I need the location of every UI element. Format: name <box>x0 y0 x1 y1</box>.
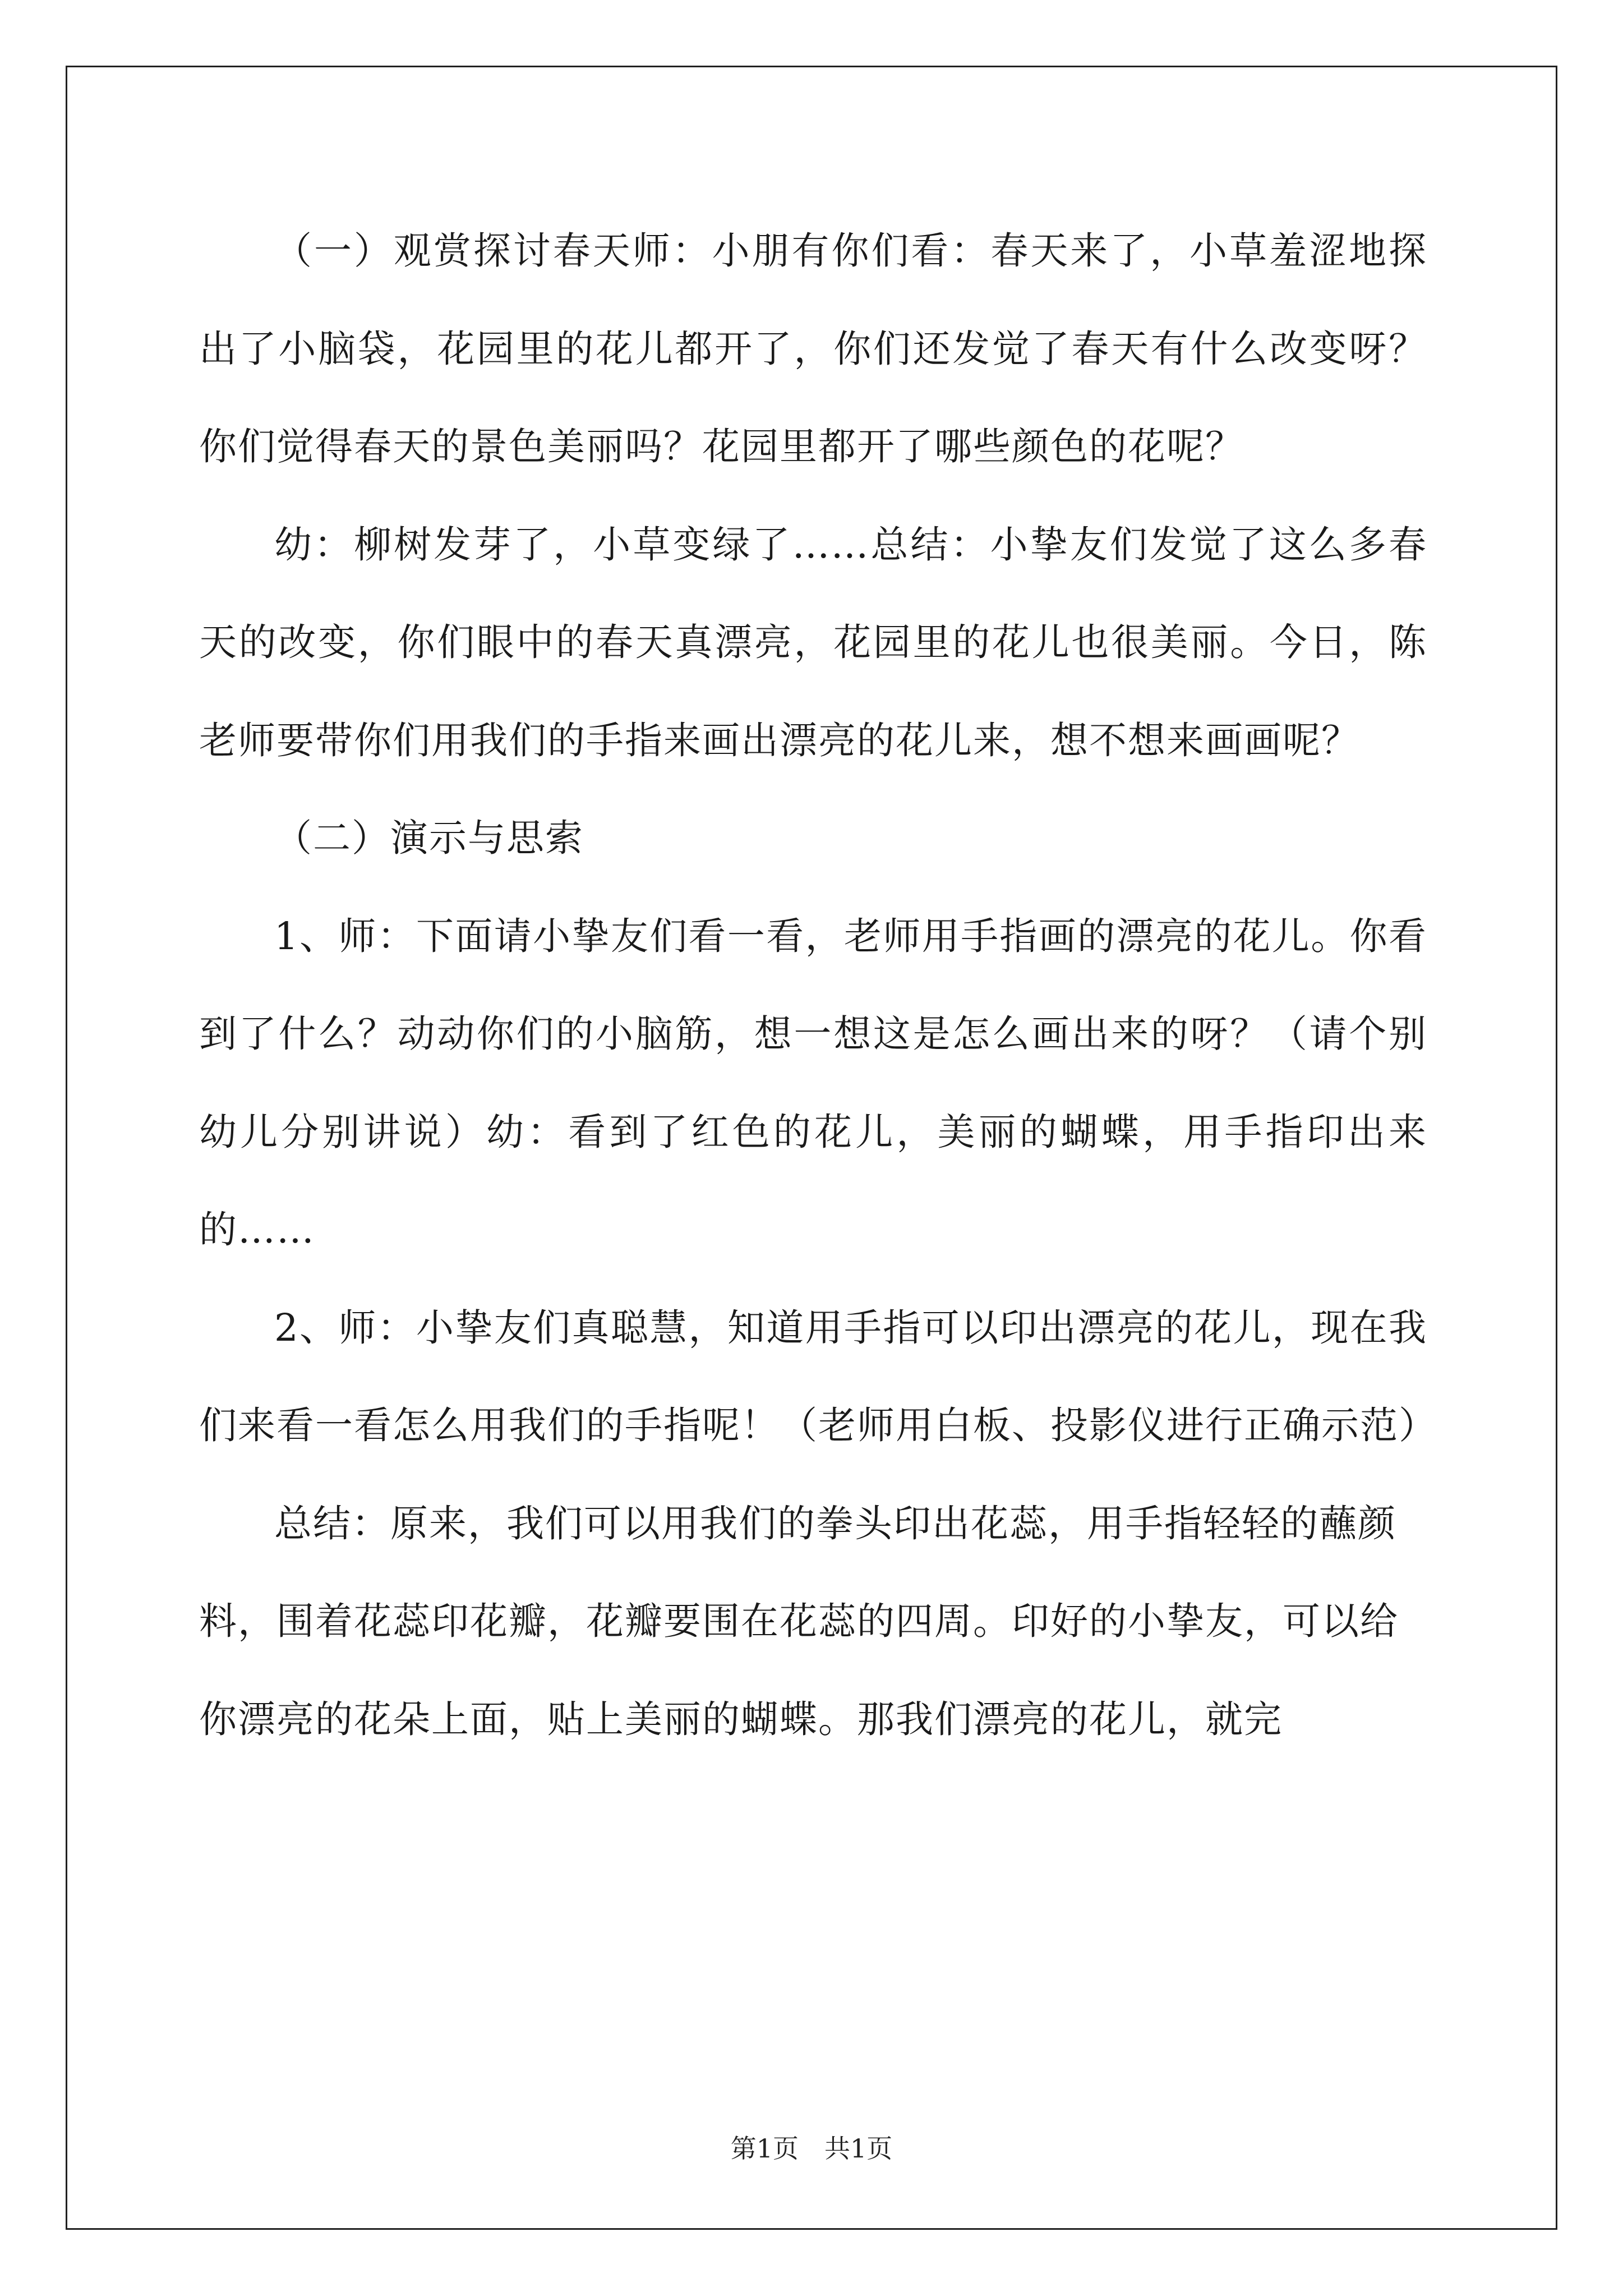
paragraph-2: 幼：柳树发芽了，小草变绿了……总结：小挚友们发觉了这么多春天的改变，你们眼中的春天真漂亮，花园里的花儿也很美丽。今日，陈老师要带你们用我们的手指来画出漂亮的花儿来，想不想来画画呢？ <box>199 522 1427 762</box>
paragraph-6: 总结：原来，我们可以用我们的拳头印出花蕊，用手指轻轻的蘸颜料，围着花蕊印花瓣，花瓣要围在花蕊的四周。印好的小挚友，可以给你漂亮的花朵上面，贴上美丽的蝴蝶。那我们漂亮的花儿，就完 <box>199 1501 1399 1741</box>
paragraph-4: 1、师：下面请小挚友们看一看，老师用手指画的漂亮的花儿。你看到了什么？动动你们的小脑筋，想一想这是怎么画出来的呀？（请个别幼儿分别讲说）幼：看到了红色的花儿，美丽的蝴蝶，用手指印出来的…… <box>199 914 1427 1251</box>
paragraph-5: 2、师：小挚友们真聪慧，知道用手指可以印出漂亮的花儿，现在我们来看一看怎么用我们的手指呢！（老师用白板、投影仪进行正确示范） <box>199 1305 1437 1447</box>
page-footer <box>0 2132 1623 2165</box>
document-body <box>199 202 1437 1768</box>
page-total: 共1页 <box>824 2133 893 2164</box>
paragraph-1: （一）观赏探讨春天师：小朋有你们看：春天来了，小草羞涩地探出了小脑袋，花园里的花儿都开了，你们还发觉了春天有什么改变呀？你们觉得春天的景色美丽吗？花园里都开了哪些颜色的花呢？ <box>199 229 1427 468</box>
page-number: 第1页 <box>730 2133 799 2164</box>
paragraph-3: （二）演示与思索 <box>274 816 584 860</box>
